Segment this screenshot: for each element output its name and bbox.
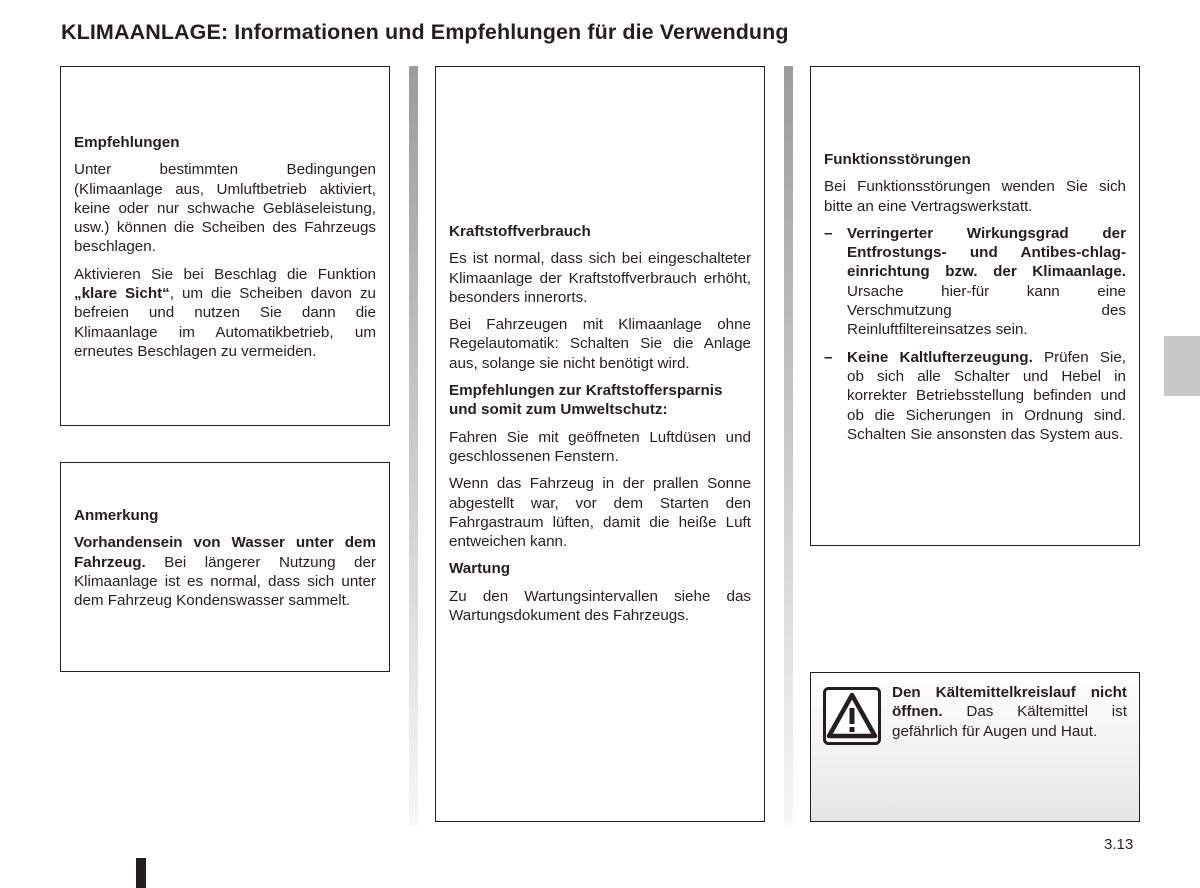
malfunctions-list — [824, 224, 1126, 444]
column-divider-left — [409, 66, 418, 826]
fuel-consumption-heading: Kraftstoffverbrauch — [449, 223, 591, 240]
note-heading: Anmerkung — [74, 507, 159, 524]
recommendations-heading: Empfehlungen — [74, 134, 180, 151]
warning-body: Das Kältemittel ist gefährlich für Augen und Haut. — [892, 703, 1127, 740]
note-box — [60, 462, 390, 672]
fuel-saving-paragraph-2: Wenn das Fahrzeug in der prallen Sonne abgestellt war, vor dem Starten den Fahrgastraum lüften, damit die heiße Luft entweichen kann. — [449, 475, 751, 551]
note-bold-lead: Vorhandensein von Wasser unter dem Fahrzeug. — [74, 534, 376, 571]
note-paragraph — [74, 533, 376, 610]
defrost-efficiency-lead: Verringerter Wirkungsgrad der Entfrostungs- und Antibes-chlag-einrichtung bzw. der Klimaanlage. — [847, 224, 1126, 281]
page-number: 3.13 — [1104, 836, 1134, 853]
fuel-consumption-paragraph-1: Es ist normal, dass sich bei eingeschalteter Klimaanlage der Kraftstoffverbrauch erhöht, besonders innerorts. — [449, 250, 751, 306]
defrost-efficiency-text: Ursache hier-für kann eine Verschmutzung des Reinluftfiltereinsatzes sein. — [847, 282, 1126, 339]
warning-triangle-icon — [823, 687, 881, 745]
page-title: KLIMAANLAGE: Informationen und Empfehlungen für die Verwendung — [61, 20, 789, 44]
list-item — [824, 348, 1126, 444]
fuel-consumption-paragraph-2: Bei Fahrzeugen mit Klimaanlage ohne Regelautomatik: Schalten Sie die Anlage aus, solange sie nicht benötigt wird. — [449, 316, 751, 372]
column-divider-right — [784, 66, 793, 826]
recommendations-paragraph-2 — [74, 265, 376, 361]
recommendations-paragraph-2-start: Aktivieren Sie bei Beschlag die Funktion — [74, 265, 376, 283]
recommendations-paragraph-2-end: , um die Scheiben davon zu befreien und nutzen Sie dann die Klimaanlage im Automatikbetrieb, um erneutes Beschlagen zu vermeiden. — [74, 285, 376, 360]
chapter-tab — [1164, 336, 1200, 396]
clear-view-function-name: „klare Sicht“ — [74, 285, 170, 303]
fuel-consumption-box — [435, 66, 765, 822]
edge-mark — [136, 858, 146, 888]
list-item — [824, 224, 1126, 340]
no-cold-air-lead: Keine Kaltlufterzeugung. — [847, 348, 1033, 366]
list-dash: – — [824, 348, 833, 366]
malfunctions-heading: Funktionsstörungen — [824, 151, 971, 168]
fuel-saving-paragraph-1: Fahren Sie mit geöffneten Luftdüsen und geschlossenen Fenstern. — [449, 428, 751, 465]
warning-bold-lead: Den Kältemittelkreislauf nicht öffnen. — [892, 684, 1127, 721]
warning-text — [892, 683, 1127, 741]
note-text: Bei längerer Nutzung der Klimaanlage ist es normal, dass sich unter dem Fahrzeug Kondenswasser sammelt. — [74, 553, 376, 610]
malfunctions-paragraph: Bei Funktionsstörungen wenden Sie sich bitte an eine Vertragswerkstatt. — [824, 178, 1126, 215]
maintenance-paragraph: Zu den Wartungsintervallen siehe das Wartungsdokument des Fahrzeugs. — [449, 587, 751, 625]
malfunctions-box — [810, 66, 1140, 546]
fuel-saving-heading: Empfehlungen zur Kraftstoffersparnis und somit zum Umweltschutz: — [449, 382, 723, 419]
maintenance-heading: Wartung — [449, 560, 511, 578]
refrigerant-warning-box — [810, 672, 1140, 822]
list-dash: – — [824, 224, 833, 242]
recommendations-box — [60, 66, 390, 426]
recommendations-paragraph-1: Unter bestimmten Bedingungen (Klimaanlage aus, Umluftbetrieb aktiviert, keine oder nur schwache Gebläseleistung, usw.) können die Scheiben des Fahrzeugs beschlagen. — [74, 161, 376, 256]
no-cold-air-text: Prüfen Sie, ob sich alle Schalter und Hebel in korrekter Betriebsstellung befinden und ob die Sicherungen in Ordnung sind. Schalten Sie ansonsten das System aus. — [847, 348, 1127, 443]
